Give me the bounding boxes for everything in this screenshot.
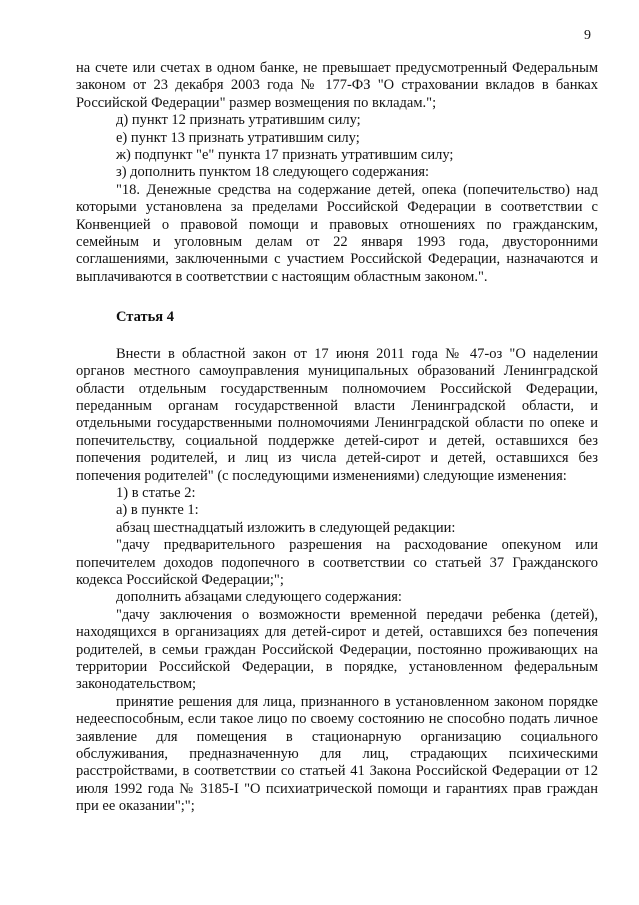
quoted-paragraph-incapacitated-person: принятие решения для лица, признанного в установленном законом порядке недееспособным, если такое лицо по своему состоянию не способно подать личное заявление для помещения в стационарную организацию социального обслуживания, предназначенную для лиц, страдающих психическими расстройствами, в соответствии со статьей 41 Закона Российской Федерации от 12 июля 1992 года № 3185-I "О психиатрической помощи и гарантиях прав граждан при ее оказании";"; xyxy=(76,693,598,815)
clause-18-text: "18. Денежные средства на содержание детей, опека (попечительство) над которыми установлена за пределами Российской Федерации в соответствии с Конвенцией о правовой помощи и правовых отношениях по гражданским, семейным и уголовным делам от 22 января 1993 года, двусторонними соглашениями, заключенными с участием Российской Федерации, назначаются и выплачиваются в соответствии с настоящим областным законом.". xyxy=(76,181,598,285)
list-item-e: е) пункт 13 признать утратившим силу; xyxy=(116,129,360,146)
list-item-z: з) дополнить пунктом 18 следующего содержания: xyxy=(116,164,430,181)
item-a-point-1: а) в пункте 1: xyxy=(116,502,199,519)
add-paragraphs-instruction: дополнить абзацами следующего содержания: xyxy=(116,589,402,606)
paragraph-16-instruction: абзац шестнадцатый изложить в следующей редакции: xyxy=(116,519,456,536)
page-number: 9 xyxy=(584,28,591,43)
paragraph-continuation: на счете или счетах в одном банке, не превышает предусмотренный Федеральным законом от 23 декабря 2003 года № 177-ФЗ "О страховании вкладов в банках Российской Федерации" размер возмещения по вкладам."; xyxy=(76,60,598,111)
quoted-paragraph-preliminary-permission: "дачу предварительного разрешения на расходование опекуном или попечителем доходов подопечного в соответствии со статьей 37 Гражданского кодекса Российской Федерации;"; xyxy=(76,537,598,588)
document-body xyxy=(76,60,598,816)
list-item-zh: ж) подпункт "е" пункта 17 признать утратившим силу; xyxy=(116,147,454,164)
list-item-d: д) пункт 12 признать утратившим силу; xyxy=(116,112,361,129)
article-heading: Статья 4 xyxy=(116,309,174,326)
quoted-paragraph-temporary-transfer: "дачу заключения о возможности временной передачи ребенка (детей), находящихся в организациях для детей-сирот и детей, оставшихся без попечения родителей, в семьи граждан Российской Федерации, постоянно проживающих на территории Российской Федерации, в порядке, установленном федеральным законодательством; xyxy=(76,606,598,693)
item-1-article-2: 1) в статье 2: xyxy=(116,484,196,501)
article-4-intro: Внести в областной закон от 17 июня 2011 года № 47-оз "О наделении органов местного самоуправления муниципальных образований Ленинградской области отдельным государственным полномочием Российской Федерации, переданным органам государственной власти Ленинградской области, и отдельными государственными полномочиями Ленинградской области по опеке и попечительству, социальной поддержке детей-сирот и детей, оставшихся без попечения родителей, и лиц из числа детей-сирот и детей, оставшихся без попечения родителей" (с последующими изменениями) следующие изменения: xyxy=(76,345,598,484)
